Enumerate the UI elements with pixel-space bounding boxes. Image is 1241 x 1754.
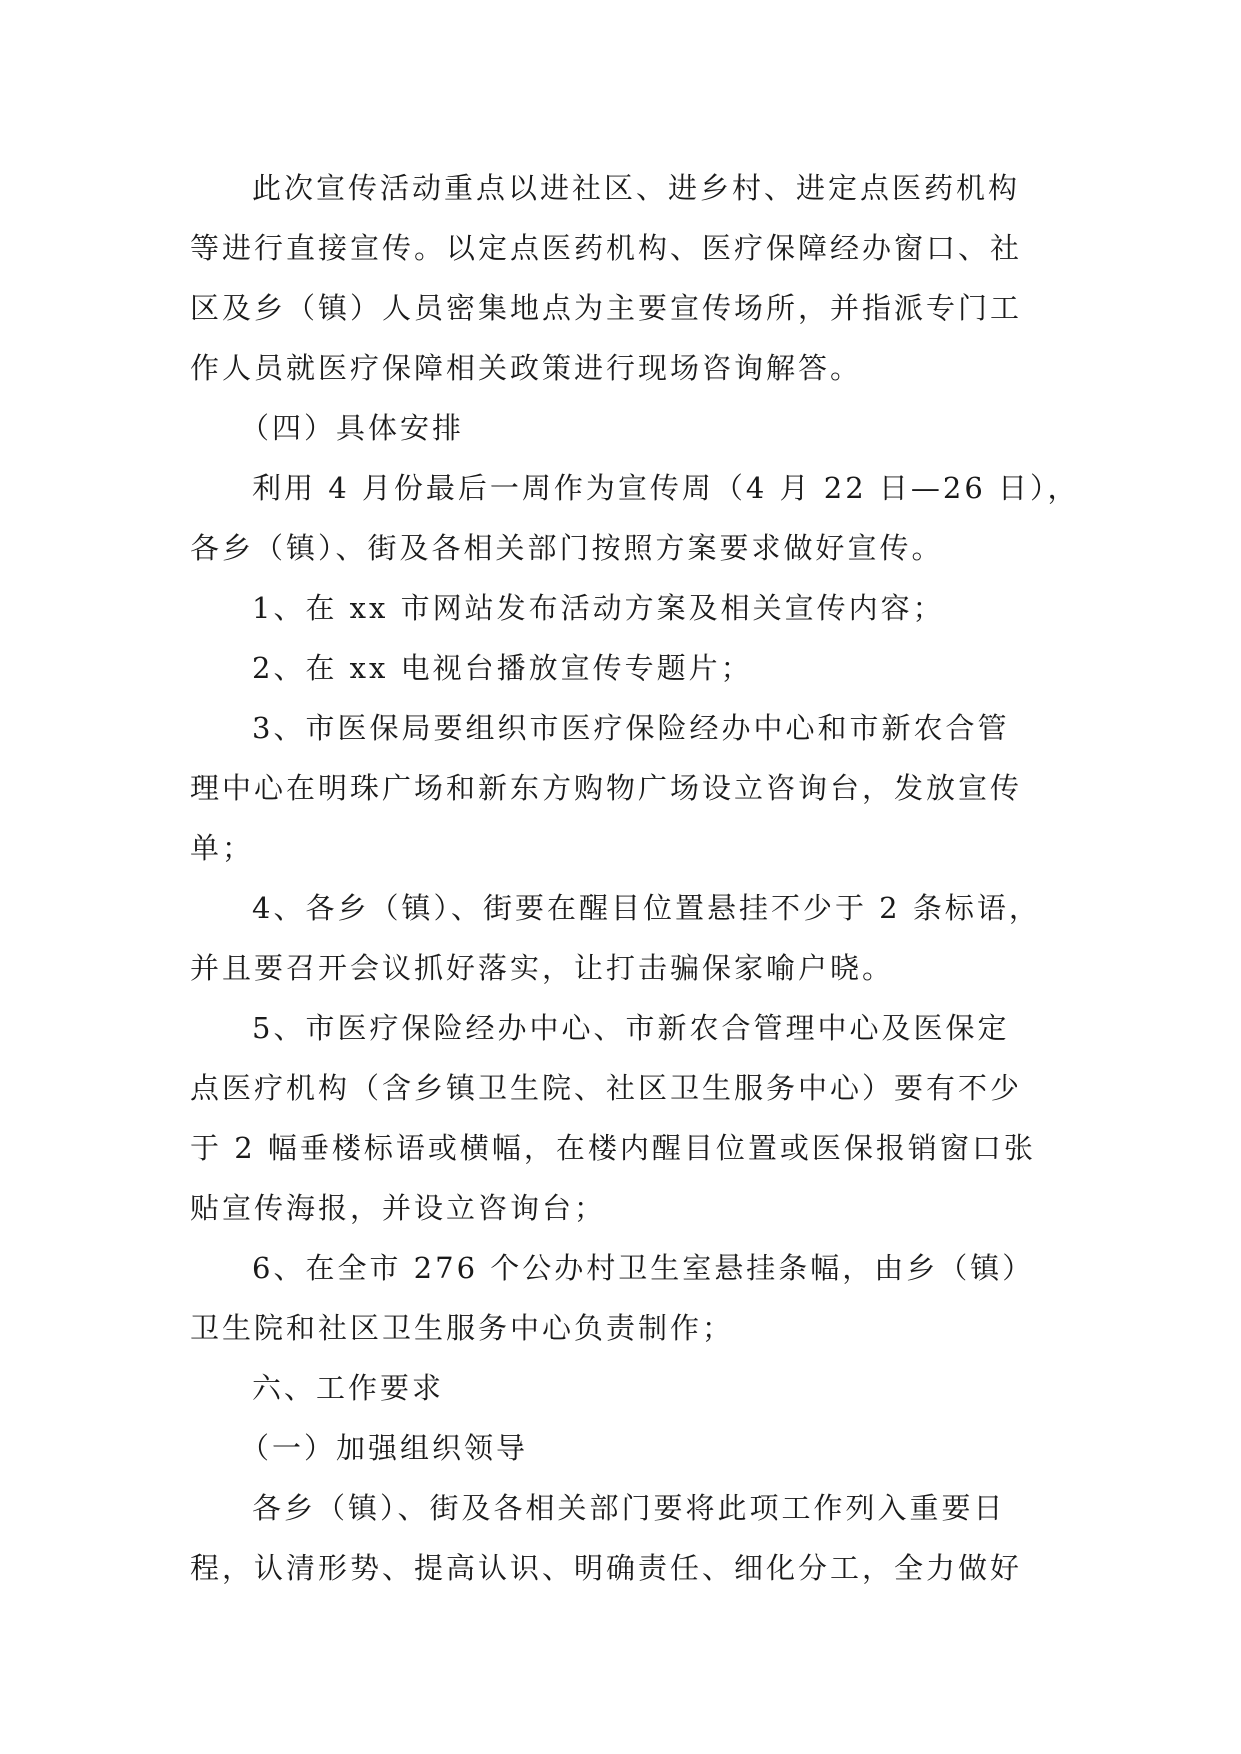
text-line: 此次宣传活动重点以进社区、进乡村、进定点医药机构	[252, 171, 1021, 205]
text-line: 等进行直接宣传。以定点医药机构、医疗保障经办窗口、社	[190, 231, 1023, 265]
section-heading: （四）具体安排	[240, 411, 465, 445]
section-heading: 六、工作要求	[252, 1371, 445, 1405]
document-body	[190, 158, 1080, 1598]
text-line: 卫生院和社区卫生服务中心负责制作；	[190, 1311, 735, 1345]
list-item: 5、市医疗保险经办中心、市新农合管理中心及医保定	[252, 1011, 1010, 1045]
text-line: 并且要召开会议抓好落实，让打击骗保家喻户晓。	[190, 951, 895, 985]
list-item: 1、在 xx 市网站发布活动方案及相关宣传内容；	[252, 591, 945, 625]
text-line: 单；	[190, 831, 255, 865]
text-line: 于 2 幅垂楼标语或横幅，在楼内醒目位置或医保报销窗口张	[190, 1131, 1036, 1165]
list-item: 4、各乡（镇）、街要在醒目位置悬挂不少于 2 条标语，	[252, 891, 1041, 925]
list-item: 3、市医保局要组织市医疗保险经办中心和市新农合管	[252, 711, 1010, 745]
text-line: 区及乡（镇）人员密集地点为主要宣传场所，并指派专门工	[190, 291, 1023, 325]
text-line: 利用 4 月份最后一周作为宣传周（4 月 22 日—26 日），	[252, 471, 1080, 505]
text-line: 程，认清形势、提高认识、明确责任、细化分工，全力做好	[190, 1551, 1023, 1585]
text-line: 作人员就医疗保障相关政策进行现场咨询解答。	[190, 351, 863, 385]
text-line: 贴宣传海报，并设立咨询台；	[190, 1191, 607, 1225]
text-line: 理中心在明珠广场和新东方购物广场设立咨询台，发放宣传	[190, 771, 1023, 805]
text-line: 各乡（镇）、街及各相关部门要将此项工作列入重要日	[252, 1491, 1006, 1525]
list-item: 6、在全市 276 个公办村卫生室悬挂条幅，由乡（镇）	[252, 1251, 1035, 1285]
list-item: 2、在 xx 电视台播放宣传专题片；	[252, 651, 753, 685]
text-line: 点医疗机构（含乡镇卫生院、社区卫生服务中心）要有不少	[190, 1071, 1023, 1105]
text-line: 各乡（镇）、街及各相关部门按照方案要求做好宣传。	[190, 531, 944, 565]
subsection-heading: （一）加强组织领导	[240, 1431, 529, 1465]
